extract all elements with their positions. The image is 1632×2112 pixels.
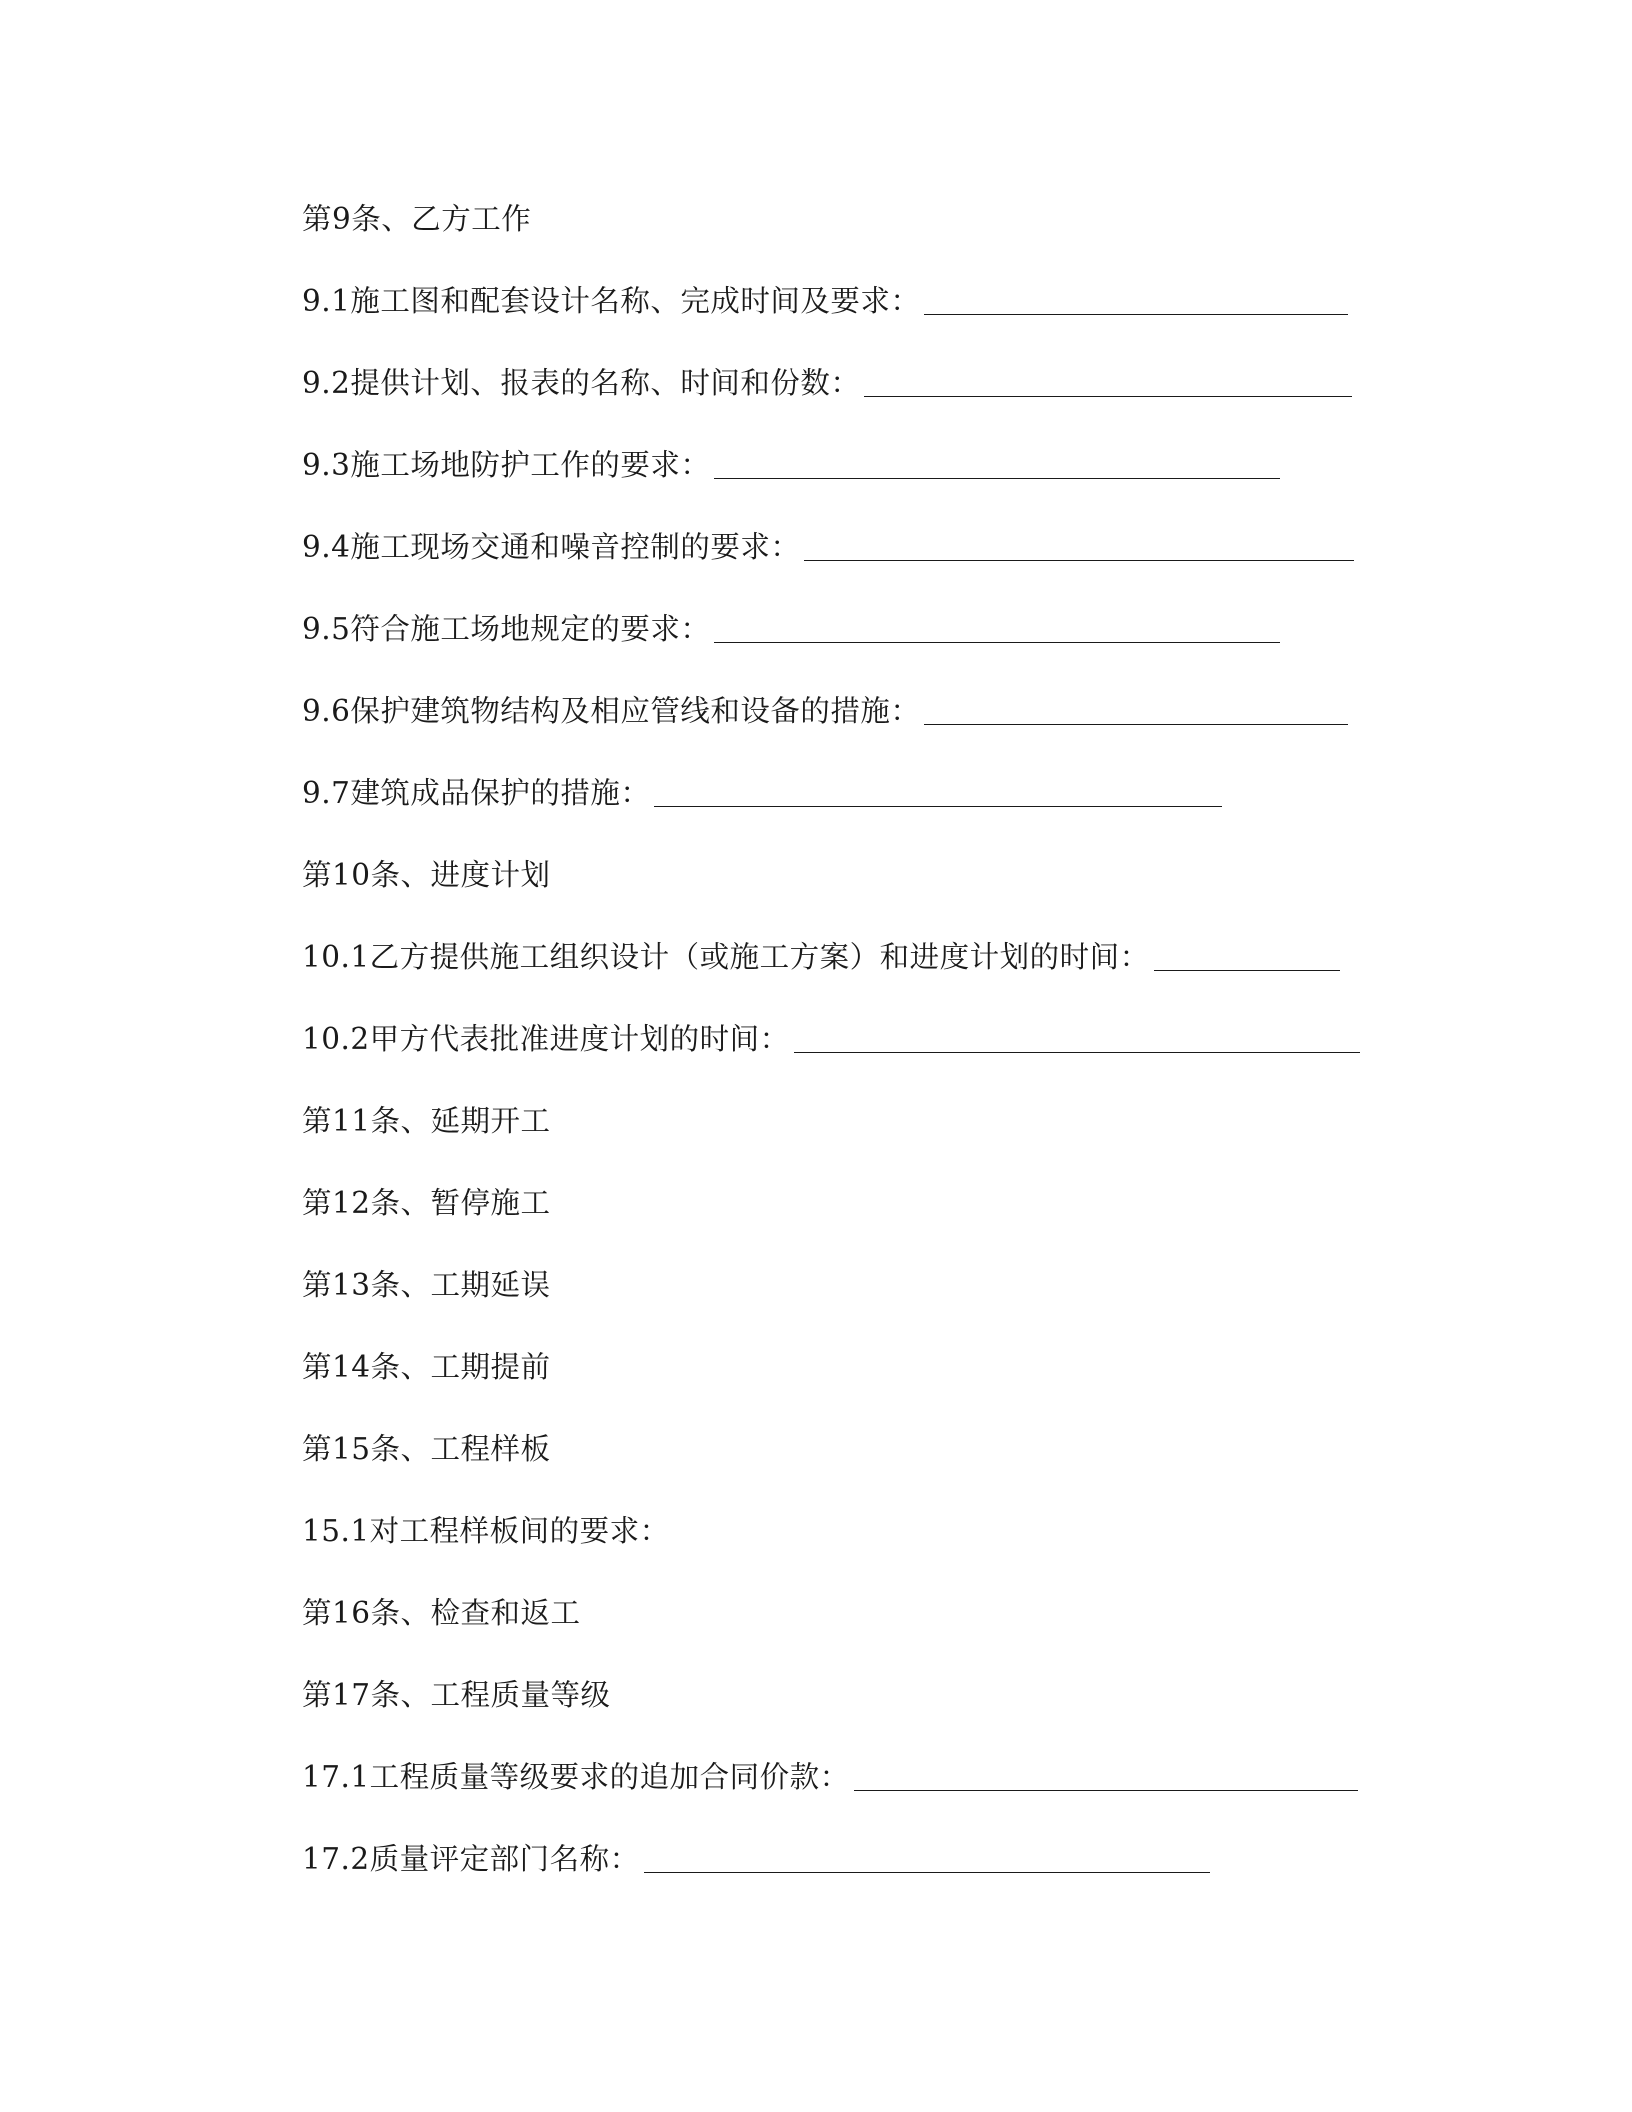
article-11-heading	[302, 1088, 551, 1138]
clause-10-2	[302, 1006, 1360, 1056]
fill-in-blank[interactable]	[644, 1846, 1210, 1873]
line-text: 第9条、乙方工作	[302, 202, 532, 236]
line-text: 17.2质量评定部门名称：	[302, 1842, 640, 1876]
line-text: 9.3施工场地防护工作的要求：	[302, 448, 711, 482]
line-text: 10.2甲方代表批准进度计划的时间：	[302, 1022, 790, 1056]
fill-in-blank[interactable]	[924, 698, 1348, 725]
clause-9-1	[302, 268, 1348, 318]
line-text: 第15条、工程样板	[302, 1432, 551, 1466]
article-17-heading	[302, 1662, 611, 1712]
line-text: 第13条、工期延误	[302, 1268, 551, 1302]
clause-9-4	[302, 514, 1354, 564]
article-9-heading	[302, 186, 531, 236]
line-text: 9.6保护建筑物结构及相应管线和设备的措施：	[302, 694, 921, 728]
line-text: 9.4施工现场交通和噪音控制的要求：	[302, 530, 801, 564]
line-text: 第16条、检查和返工	[302, 1596, 581, 1630]
fill-in-blank[interactable]	[924, 288, 1348, 315]
clause-9-6	[302, 678, 1348, 728]
article-12-heading	[302, 1170, 551, 1220]
clause-9-7	[302, 760, 1222, 810]
article-13-heading	[302, 1252, 551, 1302]
line-text: 10.1乙方提供施工组织设计（或施工方案）和进度计划的时间：	[302, 940, 1150, 974]
line-text: 15.1对工程样板间的要求：	[302, 1514, 670, 1548]
clause-9-3	[302, 432, 1280, 482]
clause-10-1	[302, 924, 1340, 974]
article-10-heading	[302, 842, 551, 892]
clause-15-1	[302, 1498, 670, 1548]
clause-9-5	[302, 596, 1280, 646]
line-text: 第12条、暂停施工	[302, 1186, 551, 1220]
line-text: 第14条、工期提前	[302, 1350, 551, 1384]
fill-in-blank[interactable]	[804, 534, 1354, 561]
fill-in-blank[interactable]	[714, 452, 1280, 479]
article-14-heading	[302, 1334, 551, 1384]
fill-in-blank[interactable]	[654, 780, 1222, 807]
line-text: 17.1工程质量等级要求的追加合同价款：	[302, 1760, 850, 1794]
fill-in-blank[interactable]	[1154, 944, 1340, 971]
clause-17-2	[302, 1826, 1210, 1876]
article-16-heading	[302, 1580, 581, 1630]
fill-in-blank[interactable]	[854, 1764, 1358, 1791]
line-text: 9.7建筑成品保护的措施：	[302, 776, 651, 810]
fill-in-blank[interactable]	[714, 616, 1280, 643]
line-text: 9.1施工图和配套设计名称、完成时间及要求：	[302, 284, 921, 318]
clause-17-1	[302, 1744, 1358, 1794]
clause-9-2	[302, 350, 1352, 400]
line-text: 9.2提供计划、报表的名称、时间和份数：	[302, 366, 861, 400]
line-text: 9.5符合施工场地规定的要求：	[302, 612, 711, 646]
article-15-heading	[302, 1416, 551, 1466]
line-text: 第10条、进度计划	[302, 858, 551, 892]
line-text: 第17条、工程质量等级	[302, 1678, 611, 1712]
line-text: 第11条、延期开工	[302, 1104, 551, 1138]
fill-in-blank[interactable]	[794, 1026, 1360, 1053]
fill-in-blank[interactable]	[864, 370, 1352, 397]
